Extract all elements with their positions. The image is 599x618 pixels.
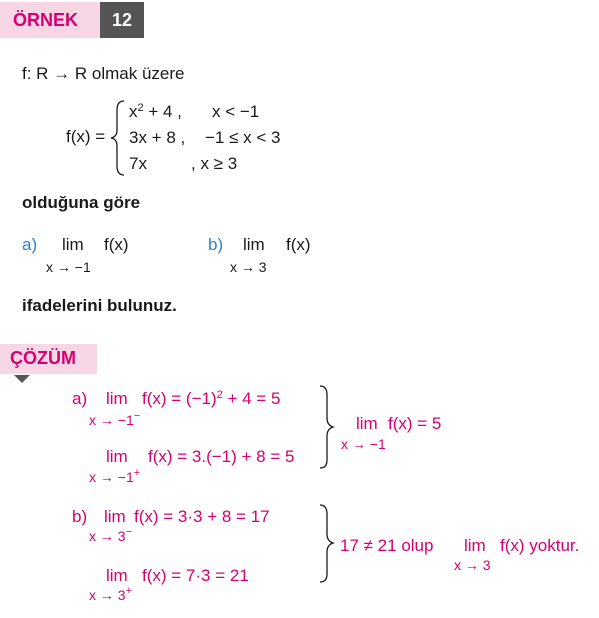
sol-a-right-sub-main: x → −1 [89,469,134,485]
sol-a-left-expr-sup: 2 [216,389,223,401]
sol-a-right-expr: f(x) = 3.(−1) + 8 = 5 [148,447,295,466]
sol-a-left-lim: lim [106,389,128,408]
sol-a-right-sub [89,469,140,485]
part-a-lim: lim [62,235,84,254]
sol-b-left-sub-main: x → 3 [89,528,126,544]
part-b-lim: lim [243,235,265,254]
sol-a-right-lim: lim [106,447,128,466]
sol-b-result-sub: x → 3 [454,557,491,573]
example-title: ÖRNEK [13,10,79,30]
fx-label: f(x) = [66,127,106,146]
sol-a-left-expr-main: f(x) = (−1) [142,389,217,408]
case-3-expr: 7x [129,154,147,173]
sol-b-left-lim: lim [104,507,126,526]
sol-b-result-expr: f(x) yoktur. [500,536,580,555]
sol-a-left-sub-sup: − [133,410,141,422]
case-1 [129,102,182,122]
problem-intro: f: R → R olmak üzere [22,64,185,83]
part-a-sub: x → −1 [46,259,91,275]
part-b-sub: x → 3 [230,259,267,275]
case-1-cond: x < −1 [212,102,260,121]
sol-b-left-sub [89,528,132,544]
sol-b-right-sub [89,587,132,603]
ask-text: ifadelerini bulunuz. [22,296,177,315]
solution-arrow-icon [14,375,30,383]
sol-a-result-sub: x → −1 [341,436,386,452]
sol-b-left-expr: f(x) = 3·3 + 8 = 17 [134,507,270,526]
sol-a-left-sub [89,412,140,428]
sol-a-left-expr [142,389,280,409]
sol-b-label: b) [72,507,88,526]
given-text: olduğuna göre [22,193,141,212]
part-a-label: a) [22,235,38,254]
case-1-sup: 2 [137,102,144,114]
sol-a-left-expr-tail: + 4 = 5 [222,389,281,408]
sol-b-result-lim: lim [464,536,486,555]
case-1-rest: + 4 , [143,102,182,121]
part-b-func: f(x) [286,235,311,254]
part-b-label: b) [208,235,224,254]
sol-a-result-lim: lim [356,414,378,433]
sol-b-right-sub-main: x → 3 [89,587,126,603]
sol-b-left-sub-sup: − [125,526,133,538]
sol-a-result-expr: f(x) = 5 [388,414,442,433]
sol-a-left-sub-main: x → −1 [89,412,134,428]
case-2-expr: 3x + 8 , [129,128,186,147]
case-1-expr: x [129,102,138,121]
sol-b-result-text: 17 ≠ 21 olup [340,536,434,555]
sol-b-right-sub-sup: + [125,585,133,597]
sol-b-right-expr: f(x) = 7·3 = 21 [142,566,249,585]
sol-a-label: a) [72,389,88,408]
example-number: 12 [100,2,144,38]
sol-a-right-sub-sup: + [133,467,141,479]
part-a-func: f(x) [104,235,129,254]
solution-title: ÇÖZÜM [10,348,76,368]
case-3-cond: , x ≥ 3 [191,154,238,173]
sol-b-right-lim: lim [106,566,128,585]
case-2-cond: −1 ≤ x < 3 [205,128,281,147]
